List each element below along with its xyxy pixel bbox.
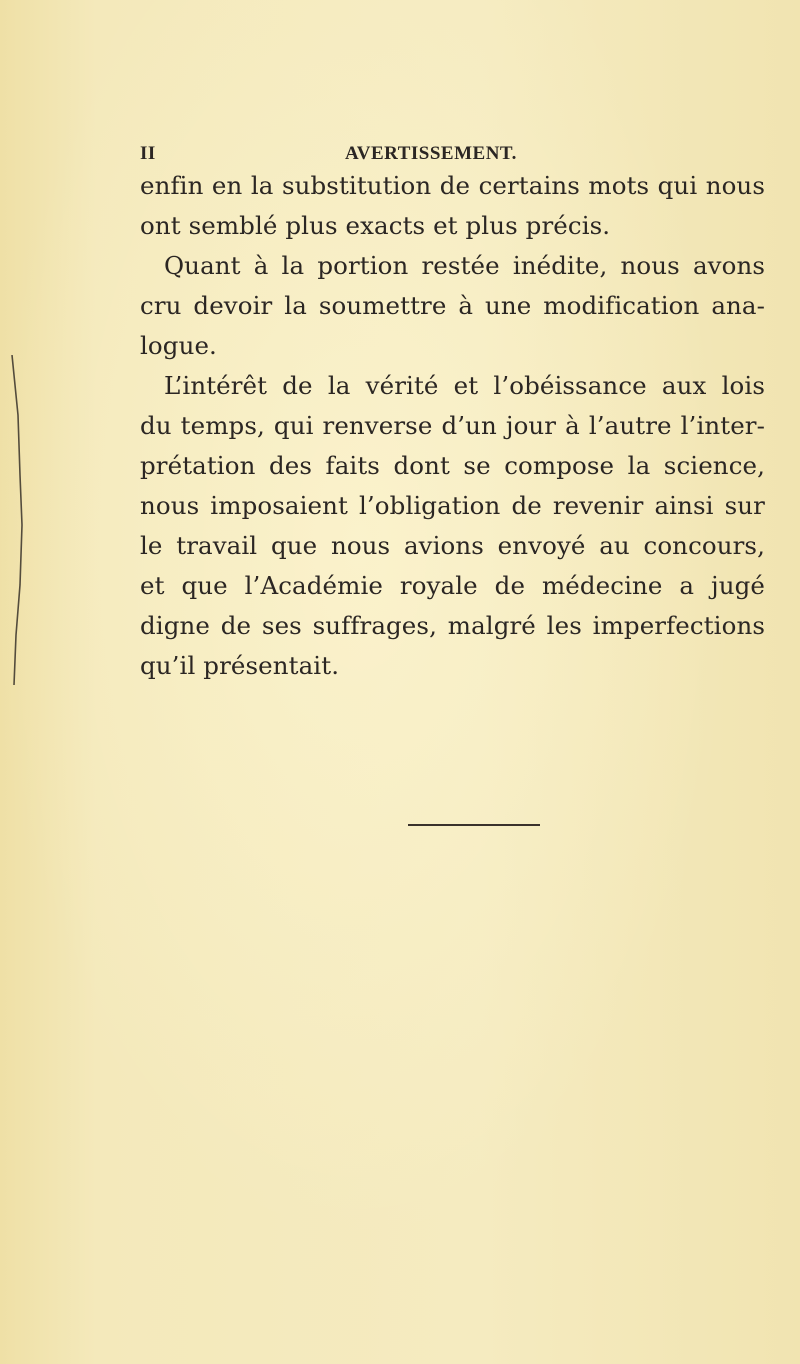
text-line: le travail que nous avions envoyé au concours, <box>140 531 765 560</box>
text-line: Quant à la portion restée inédite, nous avons <box>164 251 765 280</box>
text-line: enfin en la substitution de certains mots qui nous <box>140 171 765 200</box>
text-line: nous imposaient l’obligation de revenir ainsi sur <box>140 491 765 520</box>
text-line: digne de ses suffrages, malgré les imperfections <box>140 611 765 640</box>
running-title: AVERTISSEMENT. <box>345 143 517 164</box>
text-line: et que l’Académie royale de médecine a jugé <box>140 571 765 600</box>
text-line: prétation des faits dont se compose la science, <box>140 451 765 480</box>
text-line: cru devoir la soumettre à une modification ana- <box>140 291 765 320</box>
body-text <box>140 166 765 686</box>
text-line: qu’il présentait. <box>140 651 340 680</box>
text-line: du temps, qui renverse d’un jour à l’autre l’inter- <box>140 411 765 440</box>
end-rule <box>408 824 540 826</box>
text-line: logue. <box>140 331 217 360</box>
page-header <box>140 143 600 165</box>
text-line: ont semblé plus exacts et plus précis. <box>140 211 611 240</box>
binding-shadow-line <box>10 355 30 685</box>
page-number: II <box>140 143 156 164</box>
text-line: L’intérêt de la vérité et l’obéissance aux lois <box>164 371 765 400</box>
